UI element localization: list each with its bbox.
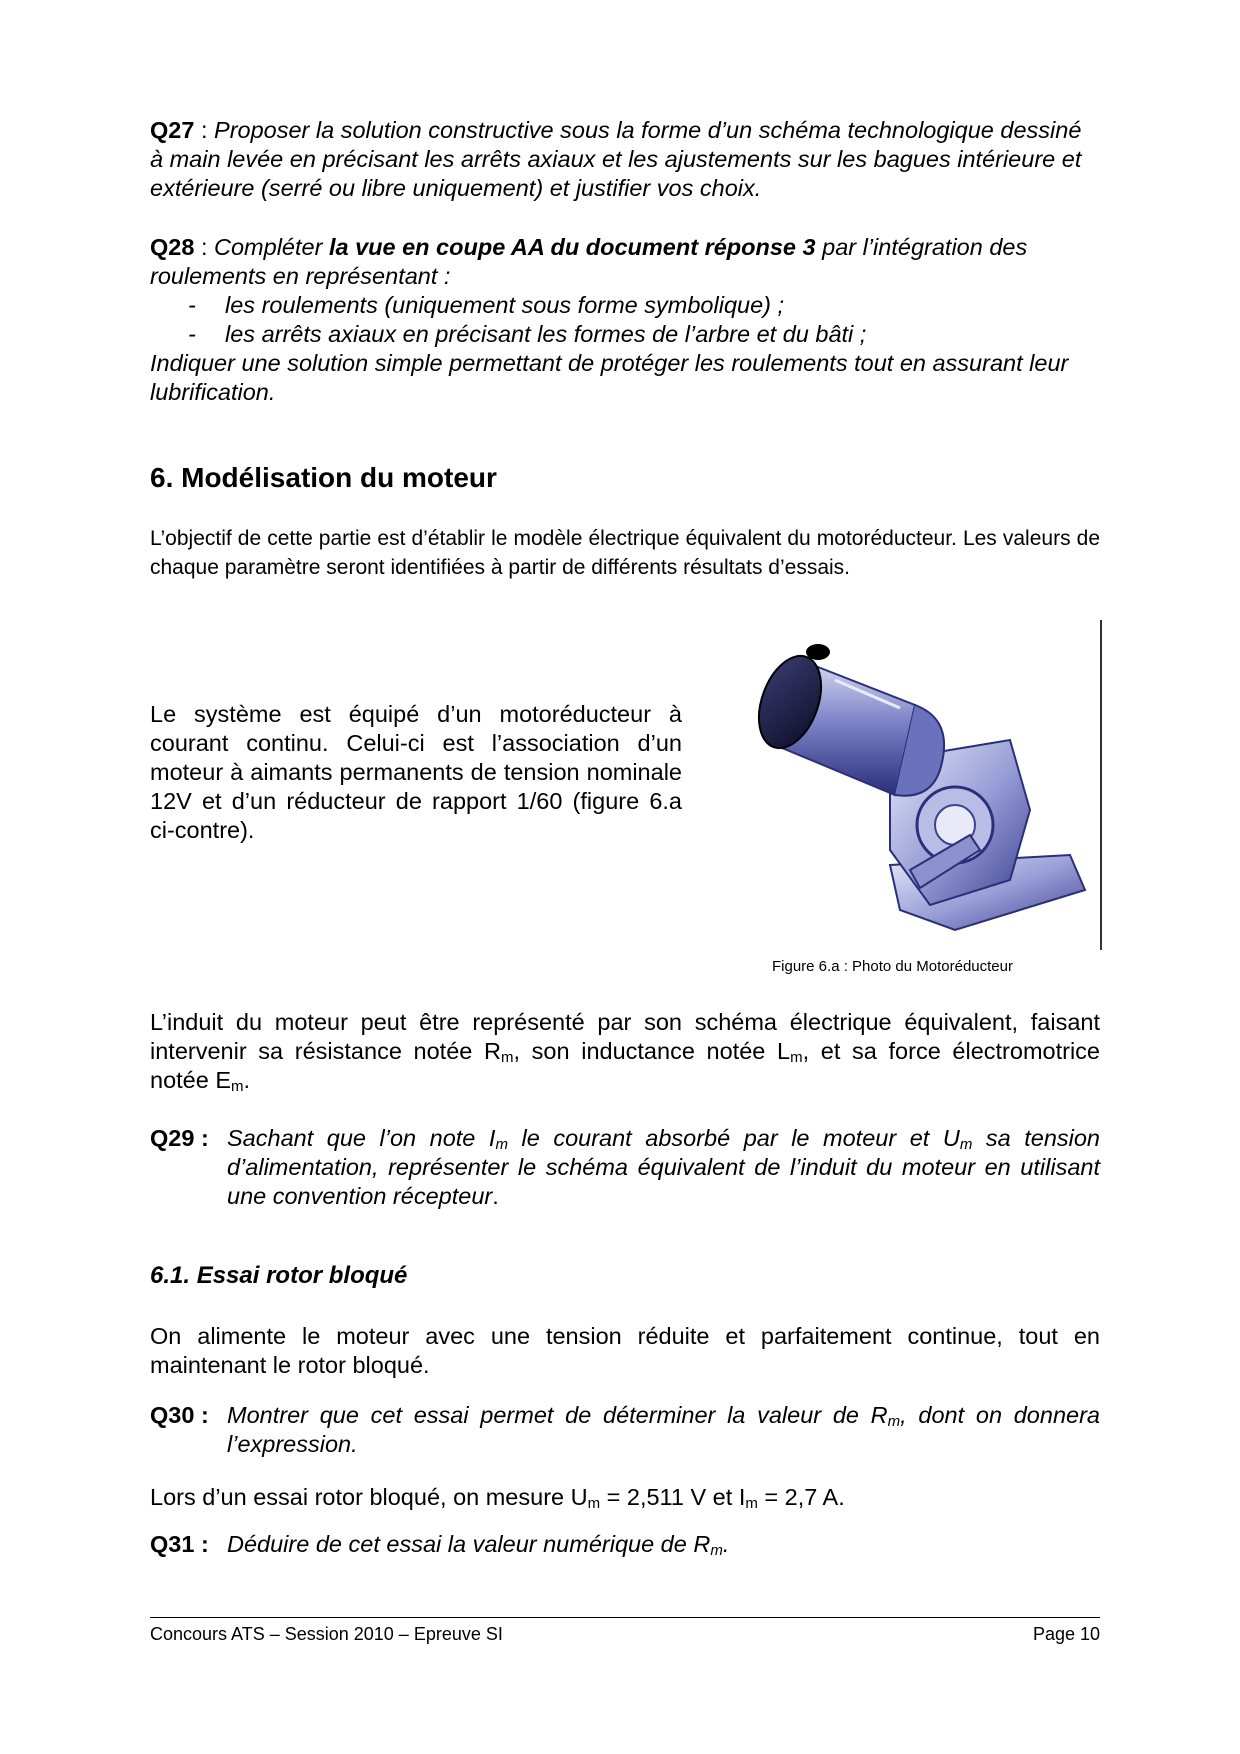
q31-text-2: . (722, 1531, 730, 1557)
figure-caption: Figure 6.a : Photo du Motoréducteur (772, 958, 1013, 975)
question-q31 (150, 1530, 1100, 1559)
section-6-1-text: On alimente le moteur avec une tension réduite et parfaitement continue, tout en maintenant le rotor bloqué. (150, 1323, 1100, 1378)
page (150, 0, 1100, 1754)
q31-sub-1: m (710, 1542, 723, 1559)
section-6-1-title: 6.1. Essai rotor bloqué (150, 1262, 408, 1289)
induit-text-1: L’induit du moteur peut être représenté par son schéma électrique équivalent, faisant intervenir sa résistance notée R (150, 1009, 1100, 1064)
induit-sub-1: m (500, 1049, 514, 1066)
q29-text-4: . (492, 1183, 499, 1209)
q31-text-1: Déduire de cet essai la valeur numérique de R (227, 1531, 711, 1557)
section-6-intro: L’objectif de cette partie est d’établir le modèle électrique équivalent du motoréducteur. Les valeurs de chaque paramètre seront identifiées à partir de différents résultats d’essais. (150, 527, 1100, 579)
q28-item-1: les roulements (uniquement sous forme symbolique) ; (225, 292, 785, 318)
question-q28 (150, 233, 1100, 407)
induit-sub-3: m (231, 1078, 244, 1095)
photo-frame-line (1100, 620, 1102, 950)
q29-text-1: Sachant que l’on note I (227, 1125, 496, 1151)
mesure-text-2: = 2,511 V et I (600, 1484, 746, 1510)
q27-label: Q27 (150, 117, 195, 143)
q30-sub-1: m (887, 1413, 901, 1430)
q28-item-2: les arrêts axiaux en précisant les formes de l’arbre et du bâti ; (225, 321, 867, 347)
question-q29 (150, 1124, 1100, 1211)
induit-text-4: . (243, 1067, 251, 1093)
q30-label: Q30 : (150, 1402, 209, 1428)
q28-label: Q28 (150, 234, 195, 260)
q27-text: Proposer la solution constructive sous la forme d’un schéma technologique dessiné à main levée en précisant les arrêts axiaux et les ajustements sur les bagues intérieure et extérieure (serré ou libre uniquement) et justifier vos choix. (150, 117, 1082, 201)
section-6-title: 6. Modélisation du moteur (150, 462, 497, 493)
q29-text (227, 1124, 1100, 1211)
footer-left: Concours ATS – Session 2010 – Epreuve SI (150, 1624, 503, 1644)
q29-sub-1: m (495, 1136, 508, 1153)
q28-text-b: par l’intégration des roulements en représentant : (150, 234, 1028, 289)
motoreducteur-photo (740, 620, 1100, 950)
q28-dash: - (188, 292, 196, 318)
footer-page-number: Page 10 (1032, 1624, 1100, 1644)
q31-text (227, 1530, 1100, 1559)
system-description: Le système est équipé d’un motoréducteur à courant continu. Celui-ci est l’association d’un moteur à aimants permanents de tension nominale 12V et d’un réducteur de rapport 1/60 (figure 6.a ci-contre). (150, 701, 682, 843)
induit-paragraph (150, 1008, 1100, 1095)
q29-text-3: sa tension d’alimentation, représenter le schéma équivalent de l’induit du moteur en utilisant une convention récepteur (227, 1125, 1101, 1209)
q30-text-2: , dont on donnera l’expression. (227, 1402, 1100, 1457)
mesure-text-1: Lors d’un essai rotor bloqué, on mesure U (150, 1484, 588, 1510)
mesure-paragraph (150, 1483, 1100, 1512)
q28-sep: : (194, 234, 215, 260)
question-q27 (150, 116, 1100, 203)
q29-label: Q29 : (150, 1125, 209, 1151)
q28-list-item (150, 320, 1100, 349)
q30-text-1: Montrer que cet essai permet de déterminer la valeur de R (227, 1402, 888, 1428)
q29-sub-2: m (959, 1136, 973, 1153)
q30-text (227, 1401, 1100, 1459)
induit-sub-2: m (790, 1049, 803, 1066)
mesure-text-3: = 2,7 A. (757, 1484, 845, 1510)
footer-rule (150, 1617, 1100, 1618)
induit-text-3: , et sa force électromotrice notée E (150, 1038, 1100, 1093)
q28-text-a: Compléter (214, 234, 329, 260)
mesure-sub-2: m (745, 1495, 758, 1512)
mesure-sub-1: m (587, 1495, 601, 1512)
q28-text-bold: la vue en coupe AA du document réponse 3 (328, 234, 816, 260)
question-q30 (150, 1401, 1100, 1459)
q28-list-item (150, 291, 1100, 320)
q28-tail: Indiquer une solution simple permettant de protéger les roulements tout en assurant leur lubrification. (150, 350, 1069, 405)
q29-text-2: le courant absorbé par le moteur et U (507, 1125, 960, 1151)
q31-label: Q31 : (150, 1531, 209, 1557)
q27-sep: : (194, 117, 215, 143)
induit-text-2: , son inductance notée L (513, 1038, 791, 1064)
q28-dash: - (188, 321, 196, 347)
